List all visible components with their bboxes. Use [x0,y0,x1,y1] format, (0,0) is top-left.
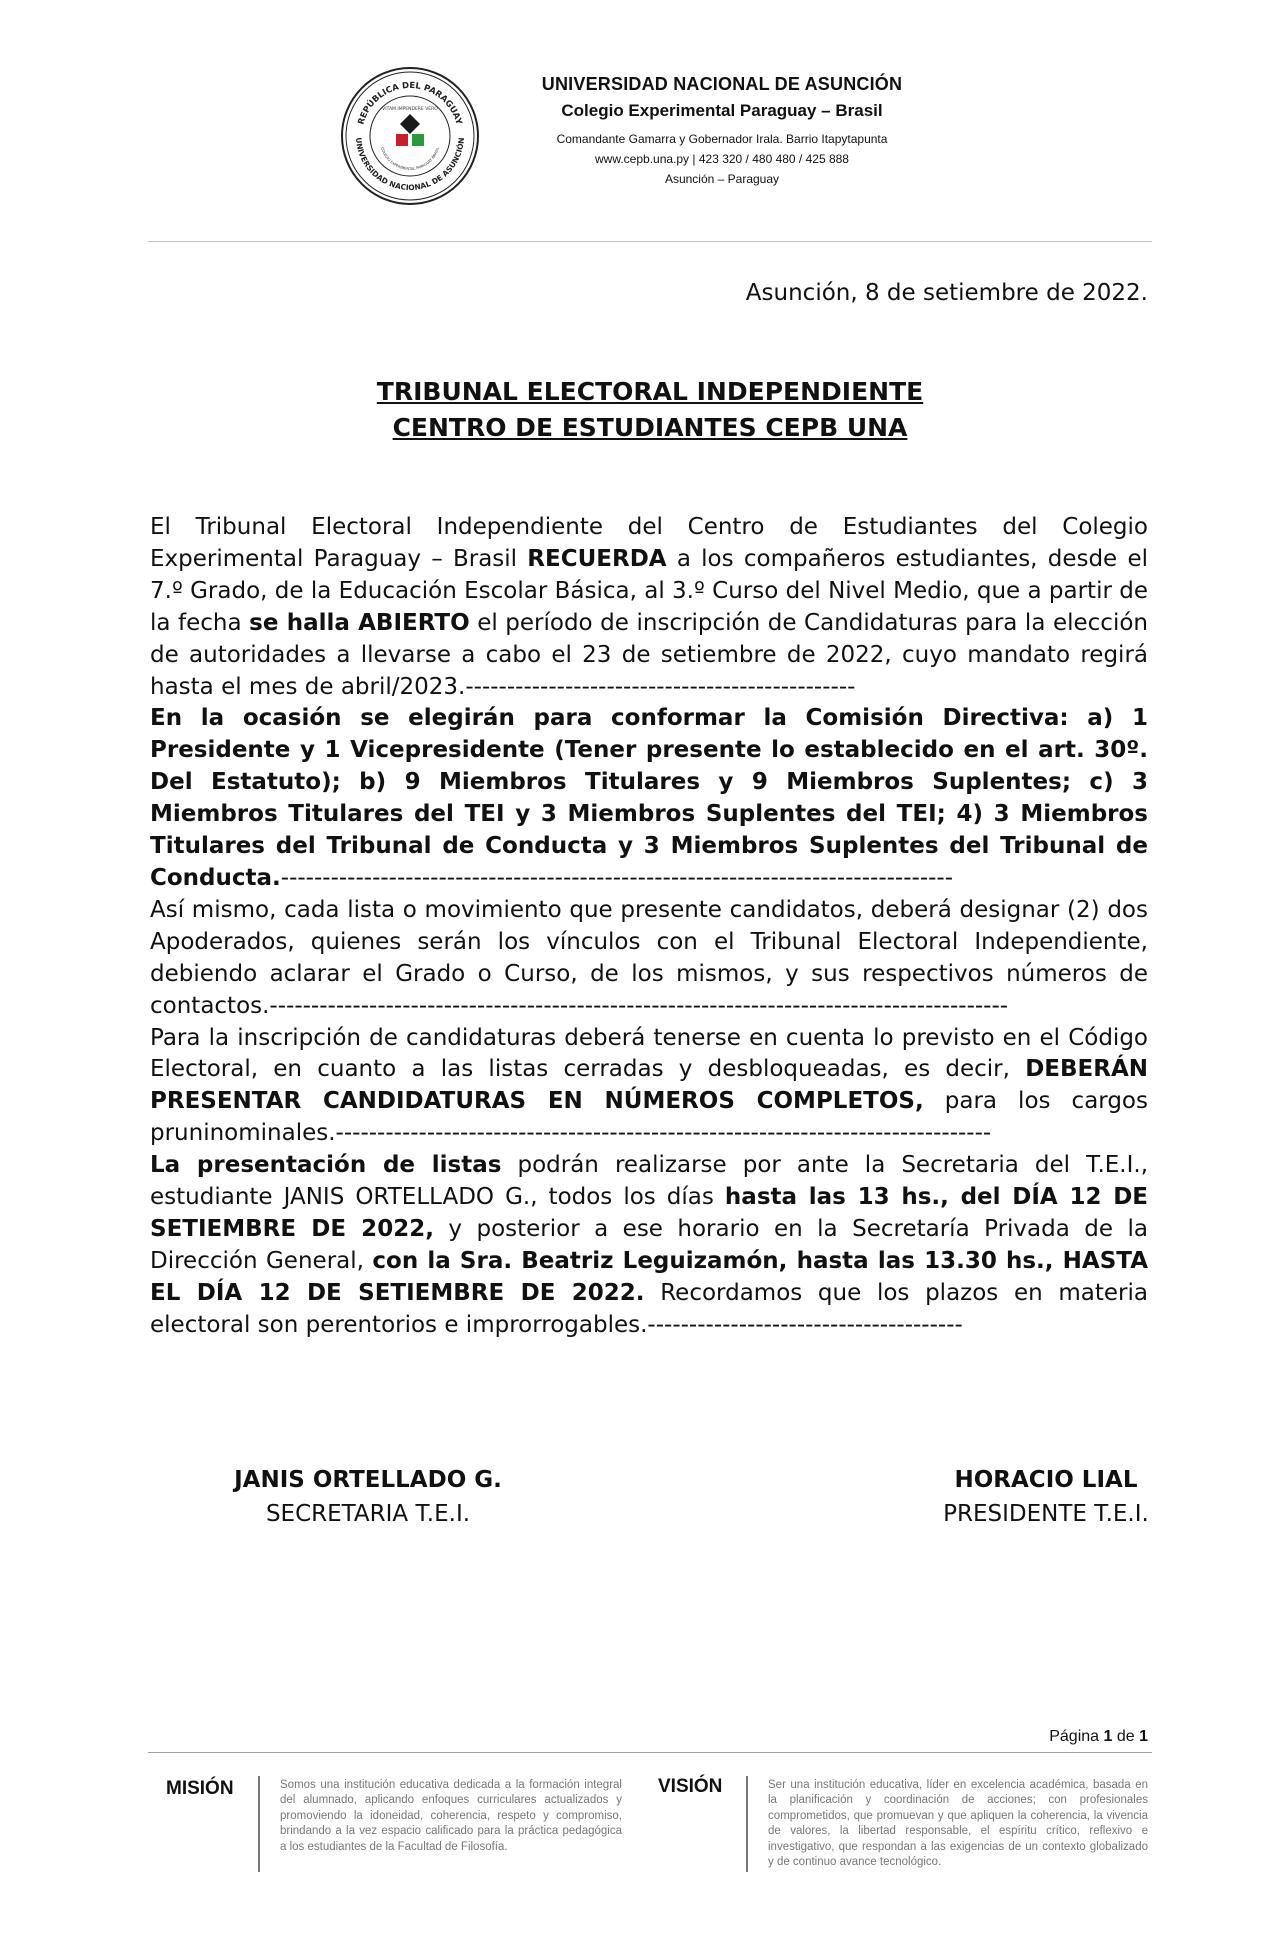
page-prefix: Página [1049,1728,1104,1745]
text-run: Recordamos que los plazos en materia electoral son perentorios e improrrogables.-------------------------------------- [150,1279,1148,1338]
header-divider [148,241,1152,242]
text-run-bold: con la Sra. Beatriz Leguizamón, hasta las 13.30 hs., HASTA EL DÍA 12 DE SETIEMBRE DE 2022. [150,1247,1148,1306]
paragraph-announcement [150,512,1148,703]
seal-red-square [396,134,408,146]
signer-name: HORACIO LIAL [954,1467,1138,1493]
vision-divider [746,1776,748,1872]
text-run-bold: RECUERDA [527,545,667,572]
signer-name: JANIS ORTELLADO G. [234,1467,502,1493]
page-total: 1 [1139,1728,1148,1745]
college-name: Colegio Experimental Paraguay – Brasil [561,101,883,120]
contact-info: www.cepb.una.py | 423 320 / 480 480 / 425 888 [595,152,849,166]
vision-title: VISIÓN [658,1776,723,1797]
seal-green-square [412,134,424,146]
institution-block [532,74,912,189]
text-run-bold: se halla ABIERTO [249,609,470,636]
text-run-bold: En la ocasión se elegirán para conformar la Comisión Directiva: a) 1 Presidente y 1 Vicepresidente (Tener presente lo establecido en el art. 30º. Del Estatuto); b) 9 Miembros Titulares y 9 Miembros Suplentes; c) 3 Miembros Titulares del TEI y 3 Miembros Suplentes del TEI; 4) 3 Miembros Titulares del Tribunal de Conducta y 3 Miembros Suplentes del Tribunal de Conducta. [150,705,1148,891]
address: Comandante Gamarra y Gobernador Irala. Barrio Itapytapunta [556,132,888,146]
page-middle: de [1112,1728,1140,1745]
mission-text: Somos una institución educativa dedicada a la formación integral del alumnado, aplicando enfoques curriculares actualizados y promoviendo la idoneidad, coherencia, respeto y compromiso, brindando a la vez espacio calificado para la práctica pedagógica a los estudiantes de la Facultad de Filosofía. [280,1779,622,1853]
text-run: y posterior a ese horario en la Secretaría Privada de la Dirección General, [150,1215,1148,1274]
seal-diamond-shape [400,114,420,134]
signer-role: PRESIDENTE T.E.I. [943,1501,1149,1527]
footer-divider [148,1752,1152,1753]
text-run: el período de inscripción de Candidaturas para la elección de autoridades a llevarse a cabo el 23 de setiembre de 2022, cuyo mandato regirá hasta el mes de abril/2023.----------------------------------------------- [150,609,1148,700]
document-body [150,512,1148,1342]
document-date: Asunción, 8 de setiembre de 2022. [745,280,1148,306]
text-run: El Tribunal Electoral Independiente del Centro de Estudiantes del Colegio Experimental Paraguay – Brasil [150,514,1148,572]
university-seal [340,66,480,206]
seal-inner-text: COLEGIO EXPERIMENTAL PARAGUAY BRASIL [379,146,441,172]
signature-secretary [208,1463,528,1531]
text-run: para los cargos pruninominales.------------------------------------------------------------------------------- [150,1088,1148,1147]
page-number [1049,1728,1148,1746]
seal-bottom-text: UNIVERSIDAD NACIONAL DE ASUNCIÓN [353,137,467,193]
vision-text: Ser una institución educativa, líder en excelencia académica, basada en la planificación y coordinación de acciones; con profesionales comprometidos, que promuevan y que apliquen la coherencia, la vivencia de valores, la libertad responsable, el espíritu crítico, reflexivo e investigativo, que respondan a las exigencias de un contexto globalizado y de continuo avance tecnológico. [768,1779,1148,1869]
svg-text:COLEGIO EXPERIMENTAL PARAGUAY [380,147,440,171]
paragraph-submission [150,1150,1148,1341]
text-run-bold: DEBERÁN PRESENTAR CANDIDATURAS EN NÚMEROS COMPLETOS, [150,1056,1148,1115]
document-title [150,374,1150,446]
text-run: podrán realizarse por ante la Secretaria del T.E.I., estudiante JANIS ORTELLADO G., todos los días [150,1152,1149,1211]
mission-title: MISIÓN [166,1778,234,1799]
letterhead [340,66,980,206]
text-run-bold: La presentación de listas [150,1152,502,1179]
signature-president [886,1463,1206,1531]
mission-divider [258,1776,260,1872]
seal-top-text: REPÚBLICA DEL PARAGUAY [356,80,464,126]
text-run: --------------------------------------------------------------------------------- [280,864,954,891]
title-line-1: TRIBUNAL ELECTORAL INDEPENDIENTE [376,377,924,406]
city: Asunción – Paraguay [664,172,780,186]
signer-role: SECRETARIA T.E.I. [265,1501,471,1527]
footer [0,1774,1276,1884]
paragraph-representatives: Así mismo, cada lista o movimiento que presente candidatos, deberá designar (2) dos Apoderados, quienes serán los vínculos con el Tribunal Electoral Independiente, debiendo aclarar el Grado o Curso, de los mismos, y sus respectivos números de contactos.----------------------------------------------------------------------------------------- [150,896,1148,1019]
text-run: a los compañeros estudiantes, desde el 7.º Grado, de la Educación Escolar Básica, al 3.º Curso del Nivel Medio, que a partir de la fecha [150,545,1148,636]
seal-motto: VITAM IMPENDERE VERO [382,107,438,112]
page-current: 1 [1103,1728,1113,1745]
paragraph-requirements [150,1023,1148,1151]
paragraph-positions [150,703,1148,894]
text-run-bold: hasta las 13 hs., del DÍA 12 DE SETIEMBRE DE 2022, [150,1184,1148,1242]
university-name: UNIVERSIDAD NACIONAL DE ASUNCIÓN [541,74,903,94]
title-line-2: CENTRO DE ESTUDIANTES CEPB UNA [392,413,908,442]
text-run: Para la inscripción de candidaturas deberá tenerse en cuenta lo previsto en el Código Electoral, en cuanto a las listas cerradas y desbloqueadas, es decir, [150,1024,1148,1083]
